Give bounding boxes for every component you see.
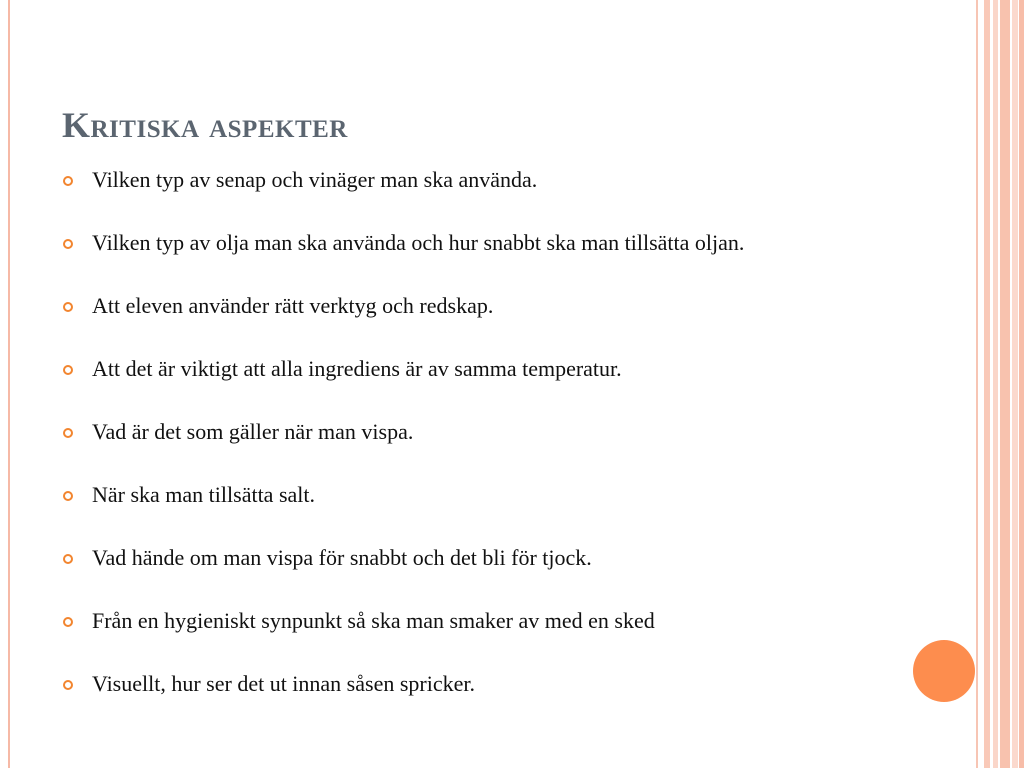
bullet-text: Vilken typ av senap och vinäger man ska använda.	[92, 167, 538, 192]
right-decorative-stripe	[993, 0, 998, 768]
bullet-item	[62, 672, 882, 696]
circle-bullet-icon	[63, 302, 73, 312]
bullet-item	[62, 168, 882, 192]
bullet-item	[62, 546, 882, 570]
right-decorative-stripe	[976, 0, 978, 768]
circle-bullet-icon	[63, 428, 73, 438]
right-decorative-stripe	[1019, 0, 1024, 768]
bullet-text: Att eleven använder rätt verktyg och redskap.	[92, 293, 494, 318]
bullet-item	[62, 357, 882, 381]
bullet-text: Vad är det som gäller när man vispa.	[92, 419, 414, 444]
bullet-item	[62, 231, 882, 255]
bullet-text: Vilken typ av olja man ska använda och hur snabbt ska man tillsätta oljan.	[92, 230, 745, 255]
right-decorative-stripe	[1012, 0, 1018, 768]
right-decorative-stripe	[984, 0, 990, 768]
circle-bullet-icon	[63, 176, 73, 186]
circle-bullet-icon	[63, 365, 73, 375]
bullet-text: Vad hände om man vispa för snabbt och det bli för tjock.	[92, 545, 592, 570]
bullet-item	[62, 420, 882, 444]
bullet-text: Visuellt, hur ser det ut innan såsen spricker.	[92, 671, 475, 696]
circle-bullet-icon	[63, 554, 73, 564]
circle-bullet-icon	[63, 617, 73, 627]
bullet-text: När ska man tillsätta salt.	[92, 482, 315, 507]
bullet-text: Från en hygieniskt synpunkt så ska man smaker av med en sked	[92, 608, 655, 633]
bullet-item	[62, 294, 882, 318]
circle-bullet-icon	[63, 239, 73, 249]
bullet-list	[62, 168, 882, 735]
circle-bullet-icon	[63, 680, 73, 690]
bullet-item	[62, 609, 882, 633]
decorative-circle	[913, 640, 975, 702]
circle-bullet-icon	[63, 491, 73, 501]
left-decorative-line	[8, 0, 10, 768]
right-decorative-stripe	[1000, 0, 1010, 768]
bullet-item	[62, 483, 882, 507]
bullet-text: Att det är viktigt att alla ingrediens är av samma temperatur.	[92, 356, 622, 381]
slide-title: Kritiska aspekter	[62, 105, 348, 145]
